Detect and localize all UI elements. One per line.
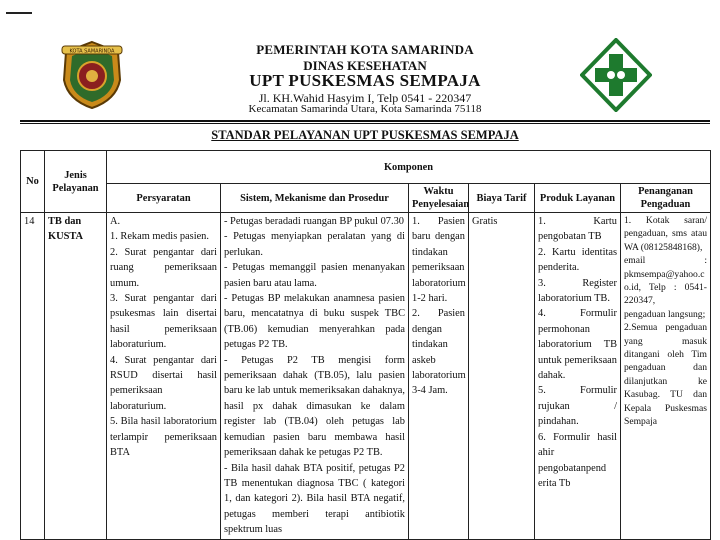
samarinda-city-logo — [56, 38, 128, 112]
document-title: STANDAR PELAYANAN UPT PUSKESMAS SEMPAJA — [211, 128, 519, 142]
cell-jenis: TB dan KUSTA — [45, 213, 107, 540]
list-item: - Petugas beradadi ruangan BP pukul 07.30 — [224, 216, 404, 227]
svg-text:KOTA SAMARINDA: KOTA SAMARINDA — [69, 48, 115, 55]
col-header-produk: Produk Layanan — [535, 184, 621, 213]
header-department: DINAS KESEHATAN — [303, 58, 427, 73]
header-district: Kecamatan Samarinda Utara, Kota Samarinda 75118 — [248, 103, 482, 115]
list-item: 6. Formulir hasil ahir pengobatanpend erita Tb — [538, 431, 617, 489]
col-header-biaya: Biaya Tarif — [469, 184, 535, 213]
list-item: - Petugas BP melakukan anamnesa pasien baru, mencatatnya di buku suspek TBC (TB.06) kemudian menyerahkan pada petugas P2 TB. — [224, 293, 405, 351]
list-item: 3. Register laboratorium TB. — [538, 277, 617, 305]
list-item: 2. Pasien dengan tindakan askeb laboratorium 3-4 Jam. — [412, 308, 466, 397]
list-item: - Petugas P2 TB mengisi form pemeriksaan dahak (TB.05), lalu pasien baru ke lab untuk memeriksakan dahaknya, hasil px dahak dimasukan ke dalam register lab (TB.04) oleh petugas lab kemudian pasien baru membawa hasil pemeriksaan dahak ke petugas P2 TB. — [224, 354, 405, 459]
list-item: 4. Surat pengantar dari RSUD disertai hasil pemeriksaan laboraturium. — [110, 354, 217, 412]
list-item: 5. Bila hasil laboratorium terlampir pemeriksaan BTA — [110, 416, 217, 459]
col-header-penanganan: Penanganan Pengaduan — [621, 184, 711, 213]
service-standard-table — [20, 150, 711, 540]
list-item: 5. Formulir rujukan / pindahan. — [538, 385, 617, 428]
table-row — [21, 213, 711, 540]
list-item: 1. Rekam medis pasien. — [110, 231, 209, 243]
header-rule — [20, 120, 710, 122]
puskesmas-logo — [580, 38, 652, 112]
list-item: 2.Semua pengaduan yang masuk ditangani oleh Tim pengaduan dan dilanjutkan ke Kasubag. TU dan Kepala Puskesmas Sempaja — [624, 322, 708, 428]
cell-waktu — [409, 213, 469, 540]
cell-produk — [535, 213, 621, 540]
cell-penanganan — [621, 213, 711, 540]
cell-persyaratan — [107, 213, 221, 540]
list-item: 2. Kartu identitas penderita. — [538, 246, 617, 274]
col-header-no: No — [21, 151, 45, 213]
header-address: Jl. KH.Wahid Hasyim I, Telp 0541 - 220347 — [258, 91, 472, 105]
header-institution: UPT PUSKESMAS SEMPAJA — [249, 71, 481, 90]
list-item: email : pkmsempa@yahoo.c o.id, Telp : 0541-220347, — [624, 255, 708, 307]
list-item: - Bila hasil dahak BTA positif, petugas P2 TB menentukan diagnosa TBC ( kategori 1, dan kategori 2). Bila hasil BTA negatif, petugas memberi terapi antibiotik spektrum luas — [224, 462, 405, 536]
col-header-sistem: Sistem, Mekanisme dan Prosedur — [221, 184, 409, 213]
list-item: pengaduan langsung; — [624, 308, 706, 320]
list-item: 4. Formulir permohonan laboratorium TB untuk pemeriksaan dahak. — [538, 308, 617, 382]
list-item: 2. Surat pengantar dari ruang pemeriksaan umum. — [110, 246, 217, 289]
list-item: 1. Kartu pengobatan TB — [538, 216, 617, 243]
col-header-persyaratan: Persyaratan — [107, 184, 221, 213]
list-item: - Petugas memanggil pasien menanyakan pasien baru atau lama. — [224, 262, 405, 289]
cell-biaya: Gratis — [469, 213, 535, 540]
col-header-waktu: Waktu Penyelesaian — [409, 184, 469, 213]
list-item: 1. Kotak saran/ pengaduan, sms atau WA (08125848168), — [624, 215, 708, 253]
header-rule-thin — [20, 123, 710, 124]
list-item: 1. Pasien baru dengan tindakan pemeriksaan laboratorium 1-2 hari. — [412, 216, 466, 305]
list-item: A. — [110, 216, 121, 227]
col-header-jenis: Jenis Pelayanan — [45, 151, 107, 213]
cell-no: 14 — [21, 213, 45, 540]
corner-mark — [6, 12, 32, 14]
col-header-komponen: Komponen — [107, 151, 711, 184]
list-item: - Petugas menyiapkan peralatan yang di perlukan. — [224, 231, 405, 258]
list-item: 3. Surat pengantar dari psukesmas lain disertai hasil pemeriksaan laboraturium. — [110, 293, 217, 351]
header-government: PEMERINTAH KOTA SAMARINDA — [256, 42, 474, 57]
cell-sistem — [221, 213, 409, 540]
